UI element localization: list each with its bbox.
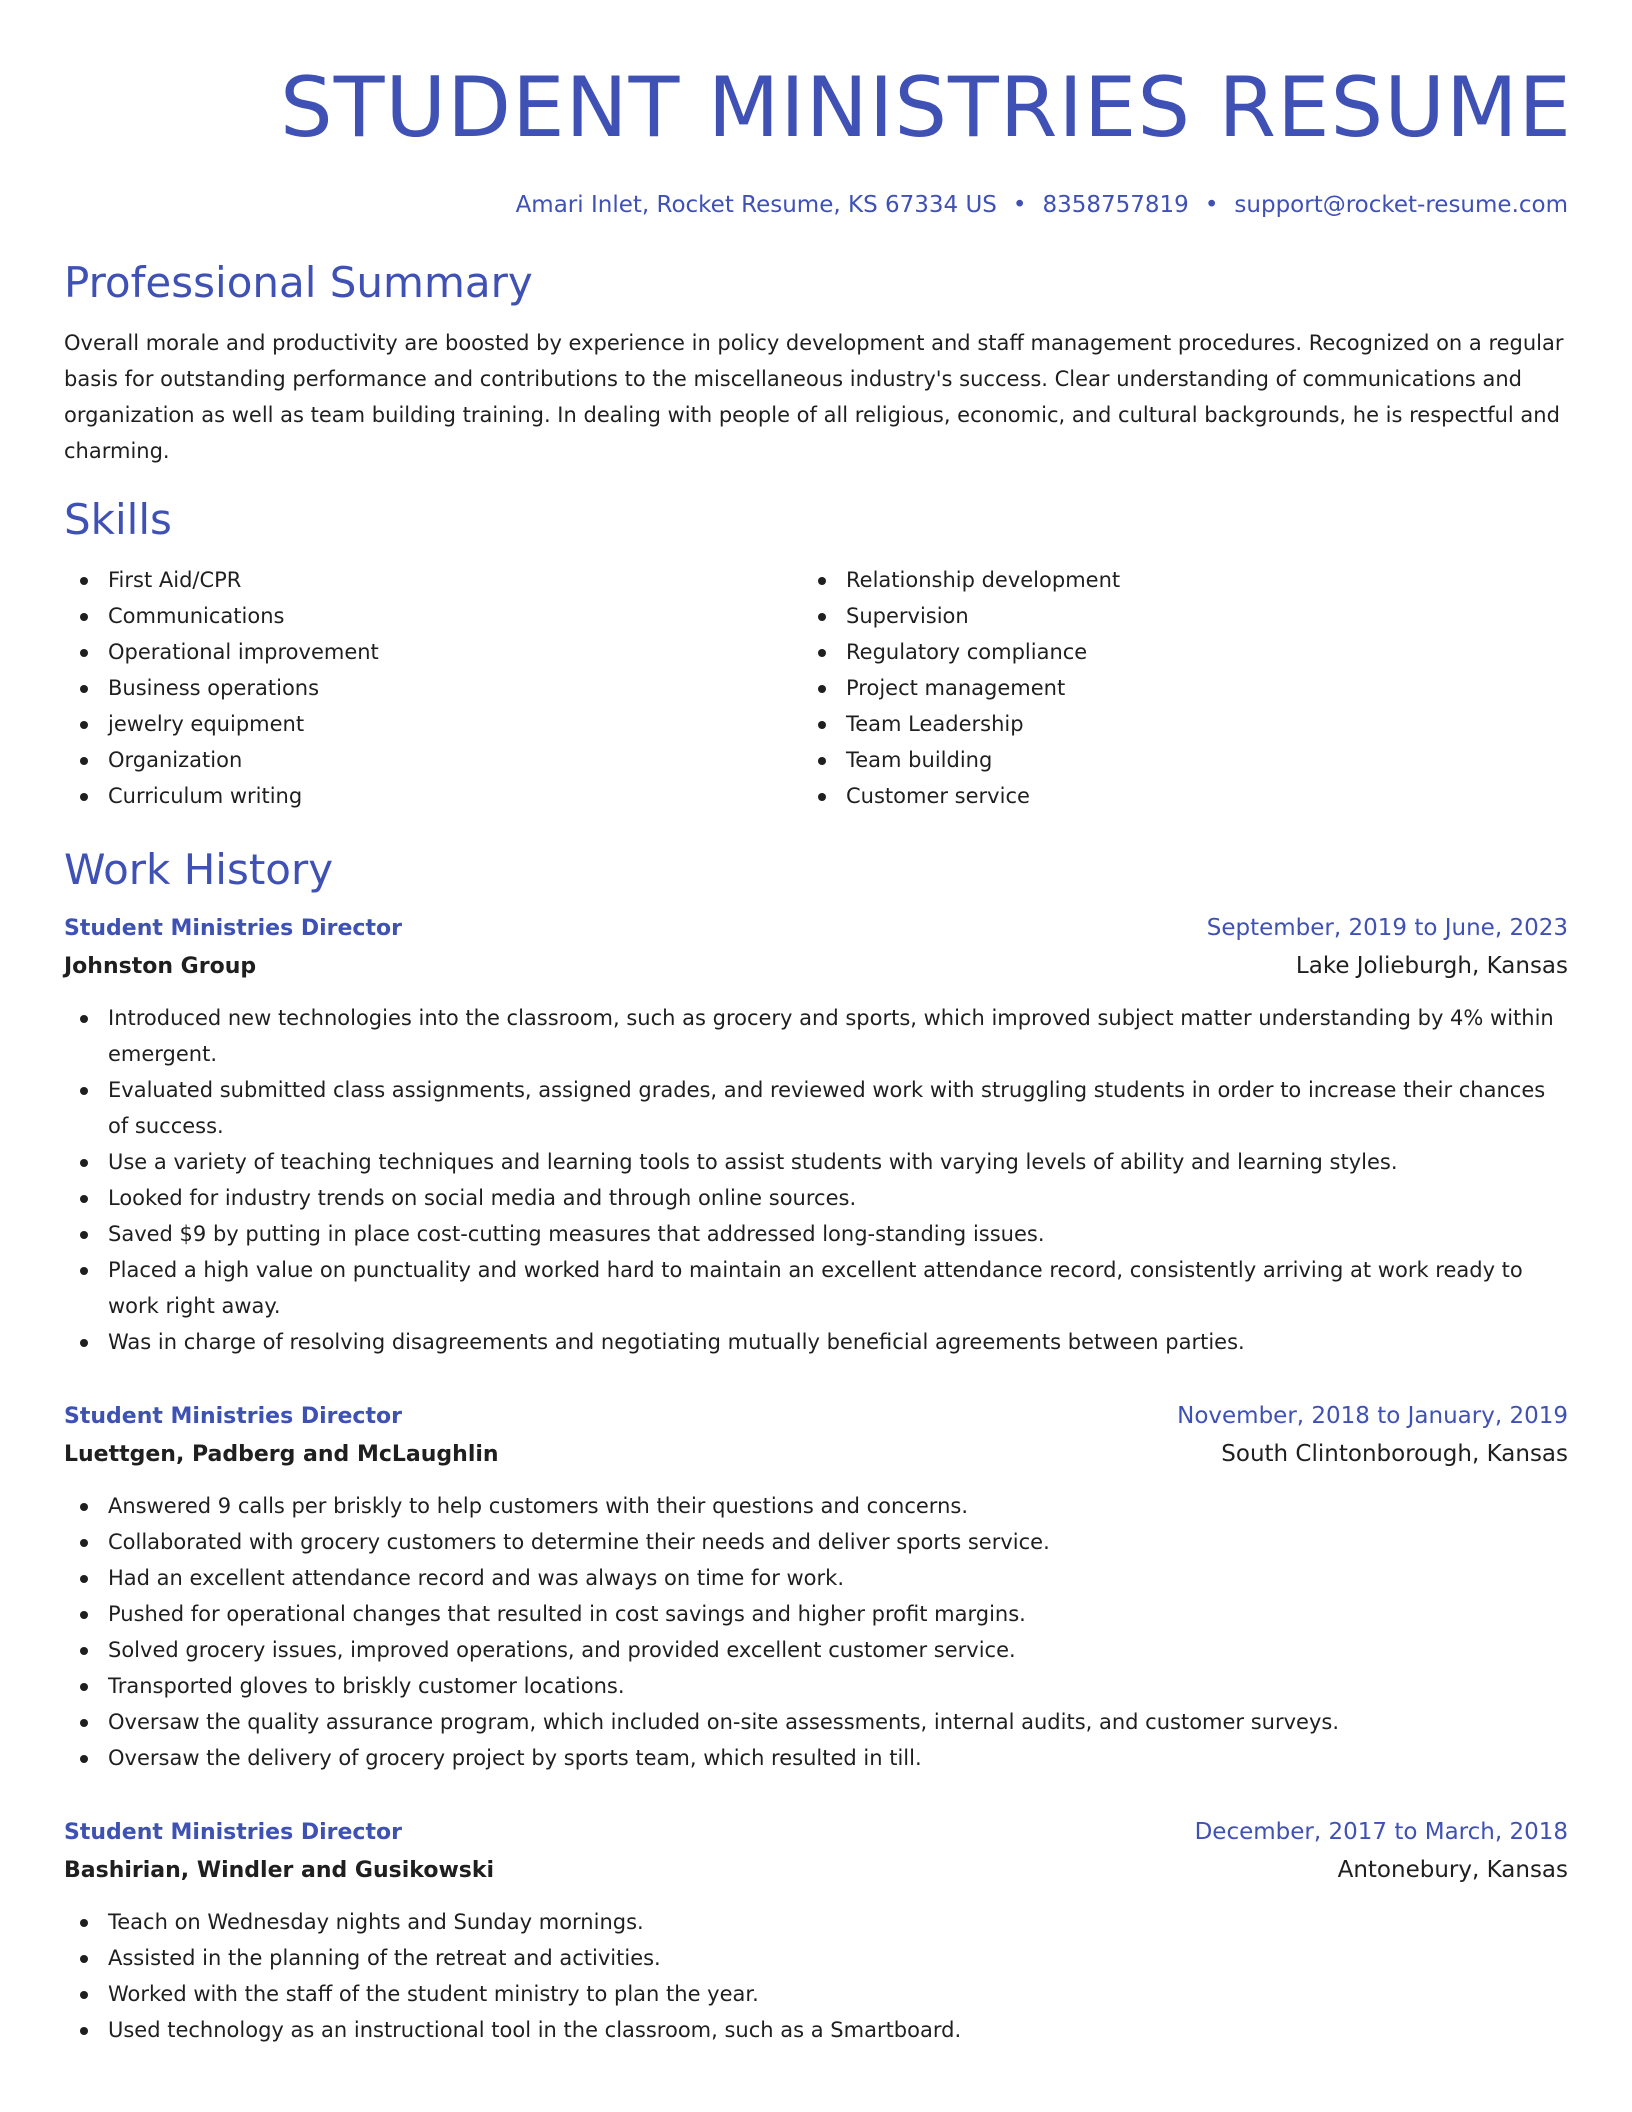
bullet-dot-icon <box>818 613 826 621</box>
bullet-dot-icon <box>80 685 88 693</box>
list-item-text: Team Leadership <box>846 712 1024 736</box>
job-company-row <box>64 1435 1568 1474</box>
bullet-dot-icon <box>80 1919 88 1927</box>
job-list <box>64 910 1568 2048</box>
job-title-row <box>64 1398 1568 1435</box>
skill-item <box>802 670 1540 706</box>
list-item-text: Project management <box>846 676 1066 700</box>
job-bullets <box>64 1488 1568 1776</box>
bullet-dot-icon <box>818 649 826 657</box>
bullet-dot-icon <box>80 1267 88 1275</box>
skill-item <box>64 778 802 814</box>
skill-item <box>802 598 1540 634</box>
list-item-text: Was in charge of resolving disagreements and negotiating mutually beneficial agreements between parties. <box>108 1330 1245 1354</box>
job-company: Luettgen, Padberg and McLaughlin <box>64 1442 499 1467</box>
job-location: Antonebury, Kansas <box>1337 1857 1568 1883</box>
bullet-dot-icon <box>80 1755 88 1763</box>
list-item-text: Oversaw the delivery of grocery project by sports team, which resulted in till. <box>108 1746 922 1770</box>
skill-item <box>802 778 1540 814</box>
bullet-dot-icon <box>80 2027 88 2035</box>
skills-grid <box>64 562 1568 814</box>
bullet-dot-icon <box>80 577 88 585</box>
job-location: Lake Jolieburgh, Kansas <box>1295 953 1568 979</box>
list-item-text: Worked with the staff of the student ministry to plan the year. <box>108 1982 759 2006</box>
bullet-dot-icon <box>80 1683 88 1691</box>
resume-header <box>64 56 1572 221</box>
job-company-row <box>64 1851 1568 1890</box>
skill-item <box>802 706 1540 742</box>
list-item <box>64 1668 1568 1704</box>
list-item-text: Pushed for operational changes that resulted in cost savings and higher profit margins. <box>108 1602 1026 1626</box>
list-item-text: First Aid/CPR <box>108 568 242 592</box>
list-item <box>64 1180 1568 1216</box>
job-bullets <box>64 1000 1568 1360</box>
contact-address: Amari Inlet, Rocket Resume, KS 67334 US <box>515 192 997 218</box>
bullet-dot-icon <box>80 649 88 657</box>
list-item-text: Customer service <box>846 784 1030 808</box>
list-item-text: Teach on Wednesday nights and Sunday mornings. <box>108 1910 644 1934</box>
bullet-dot-icon <box>80 1503 88 1511</box>
skill-item <box>64 598 802 634</box>
bullet-dot-icon <box>80 1015 88 1023</box>
job-entry <box>64 1814 1568 2048</box>
contact-phone: 8358757819 <box>1042 192 1189 218</box>
summary-text: Overall morale and productivity are boosted by experience in policy development and staff management procedures. Recognized on a regular basis for outstanding performance and contributions to the miscellaneous industry's success. Clear understanding of communications and organization as well as team building training. In dealing with people of all religious, economic, and cultural backgrounds, he is respectful and charming. <box>64 331 1564 463</box>
bullet-dot-icon <box>80 1955 88 1963</box>
skill-item <box>802 742 1540 778</box>
contact-line <box>64 189 1568 221</box>
bullet-dot-icon <box>80 793 88 801</box>
job-title-row <box>64 910 1568 947</box>
list-item <box>64 1940 1568 1976</box>
list-item <box>64 2012 1568 2048</box>
job-title: Student Ministries Director <box>64 1404 402 1429</box>
summary-heading: Professional Summary <box>64 258 533 307</box>
contact-email[interactable]: support@rocket-resume.com <box>1234 192 1568 218</box>
skill-item <box>802 634 1540 670</box>
resume-title: STUDENT MINISTRIES RESUME <box>280 59 1572 156</box>
skills-column-right <box>802 562 1540 814</box>
bullet-dot-icon <box>818 721 826 729</box>
job-company: Bashirian, Windler and Gusikowski <box>64 1858 495 1883</box>
list-item-text: Transported gloves to briskly customer locations. <box>108 1674 625 1698</box>
list-item <box>64 1596 1568 1632</box>
list-item <box>64 1632 1568 1668</box>
list-item-text: Curriculum writing <box>108 784 303 808</box>
job-dates: September, 2019 to June, 2023 <box>1206 915 1568 941</box>
skill-item <box>802 562 1540 598</box>
job-title-row <box>64 1814 1568 1851</box>
list-item <box>64 1976 1568 2012</box>
contact-separator: • <box>1012 192 1027 218</box>
list-item-text: Solved grocery issues, improved operations, and provided excellent customer service. <box>108 1638 1016 1662</box>
job-company-row <box>64 947 1568 986</box>
work-history-section <box>64 842 1568 2048</box>
bullet-dot-icon <box>80 1539 88 1547</box>
bullet-dot-icon <box>80 1611 88 1619</box>
list-item <box>64 1144 1568 1180</box>
list-item <box>64 1072 1568 1144</box>
bullet-dot-icon <box>80 1719 88 1727</box>
contact-separator: • <box>1204 192 1219 218</box>
list-item <box>64 1524 1568 1560</box>
list-item <box>64 1740 1568 1776</box>
job-dates: December, 2017 to March, 2018 <box>1194 1819 1568 1845</box>
bullet-dot-icon <box>80 1195 88 1203</box>
bullet-dot-icon <box>80 721 88 729</box>
work-history-heading: Work History <box>64 845 334 894</box>
bullet-dot-icon <box>80 1087 88 1095</box>
job-entry <box>64 1398 1568 1776</box>
list-item-text: Saved $9 by putting in place cost-cutting measures that addressed long-standing issues. <box>108 1222 1045 1246</box>
bullet-dot-icon <box>80 1991 88 1999</box>
skill-item <box>64 634 802 670</box>
skills-heading: Skills <box>64 495 172 544</box>
list-item-text: Relationship development <box>846 568 1121 592</box>
job-dates: November, 2018 to January, 2019 <box>1177 1403 1568 1429</box>
bullet-dot-icon <box>80 1575 88 1583</box>
job-title: Student Ministries Director <box>64 1820 402 1845</box>
bullet-dot-icon <box>818 793 826 801</box>
bullet-dot-icon <box>818 685 826 693</box>
list-item-text: Business operations <box>108 676 320 700</box>
job-bullets <box>64 1904 1568 2048</box>
job-entry <box>64 910 1568 1360</box>
bullet-dot-icon <box>818 757 826 765</box>
list-item <box>64 1560 1568 1596</box>
skill-item <box>64 742 802 778</box>
list-item-text: Supervision <box>846 604 969 628</box>
bullet-dot-icon <box>818 577 826 585</box>
job-title: Student Ministries Director <box>64 916 402 941</box>
bullet-dot-icon <box>80 1647 88 1655</box>
bullet-dot-icon <box>80 1231 88 1239</box>
list-item <box>64 1904 1568 1940</box>
list-item-text: Oversaw the quality assurance program, which included on-site assessments, internal audits, and customer surveys. <box>108 1710 1340 1734</box>
list-item-text: Operational improvement <box>108 640 379 664</box>
list-item-text: Team building <box>846 748 993 772</box>
list-item-text: Organization <box>108 748 243 772</box>
summary-section <box>64 255 1568 469</box>
list-item <box>64 1216 1568 1252</box>
list-item-text: Regulatory compliance <box>846 640 1088 664</box>
skill-item <box>64 706 802 742</box>
job-company: Johnston Group <box>64 954 257 979</box>
bullet-dot-icon <box>80 1339 88 1347</box>
list-item-text: Use a variety of teaching techniques and learning tools to assist students with varying levels of ability and learning styles. <box>108 1150 1398 1174</box>
skills-section <box>64 492 1568 814</box>
list-item <box>64 1704 1568 1740</box>
skill-item <box>64 670 802 706</box>
bullet-dot-icon <box>80 757 88 765</box>
skill-item <box>64 562 802 598</box>
list-item-text: Communications <box>108 604 285 628</box>
list-item-text: Had an excellent attendance record and was always on time for work. <box>108 1566 845 1590</box>
list-item-text: Collaborated with grocery customers to determine their needs and deliver sports service. <box>108 1530 1050 1554</box>
list-item-text: Used technology as an instructional tool in the classroom, such as a Smartboard. <box>108 2018 962 2042</box>
list-item <box>64 1324 1568 1360</box>
job-location: South Clintonborough, Kansas <box>1221 1441 1568 1467</box>
list-item-text: Evaluated submitted class assignments, assigned grades, and reviewed work with struggling students in order to increase their chances of success. <box>108 1078 1546 1138</box>
list-item-text: Assisted in the planning of the retreat and activities. <box>108 1946 661 1970</box>
bullet-dot-icon <box>80 613 88 621</box>
bullet-dot-icon <box>80 1159 88 1167</box>
skills-column-left <box>64 562 802 814</box>
list-item-text: jewelry equipment <box>108 712 305 736</box>
list-item-text: Placed a high value on punctuality and worked hard to maintain an excellent attendance record, consistently arriving at work ready to work right away. <box>108 1258 1523 1318</box>
list-item <box>64 1488 1568 1524</box>
list-item <box>64 1000 1568 1072</box>
list-item-text: Answered 9 calls per briskly to help customers with their questions and concerns. <box>108 1494 968 1518</box>
list-item <box>64 1252 1568 1324</box>
list-item-text: Looked for industry trends on social media and through online sources. <box>108 1186 857 1210</box>
list-item-text: Introduced new technologies into the classroom, such as grocery and sports, which improved subject matter understanding by 4% within emergent. <box>108 1006 1554 1066</box>
